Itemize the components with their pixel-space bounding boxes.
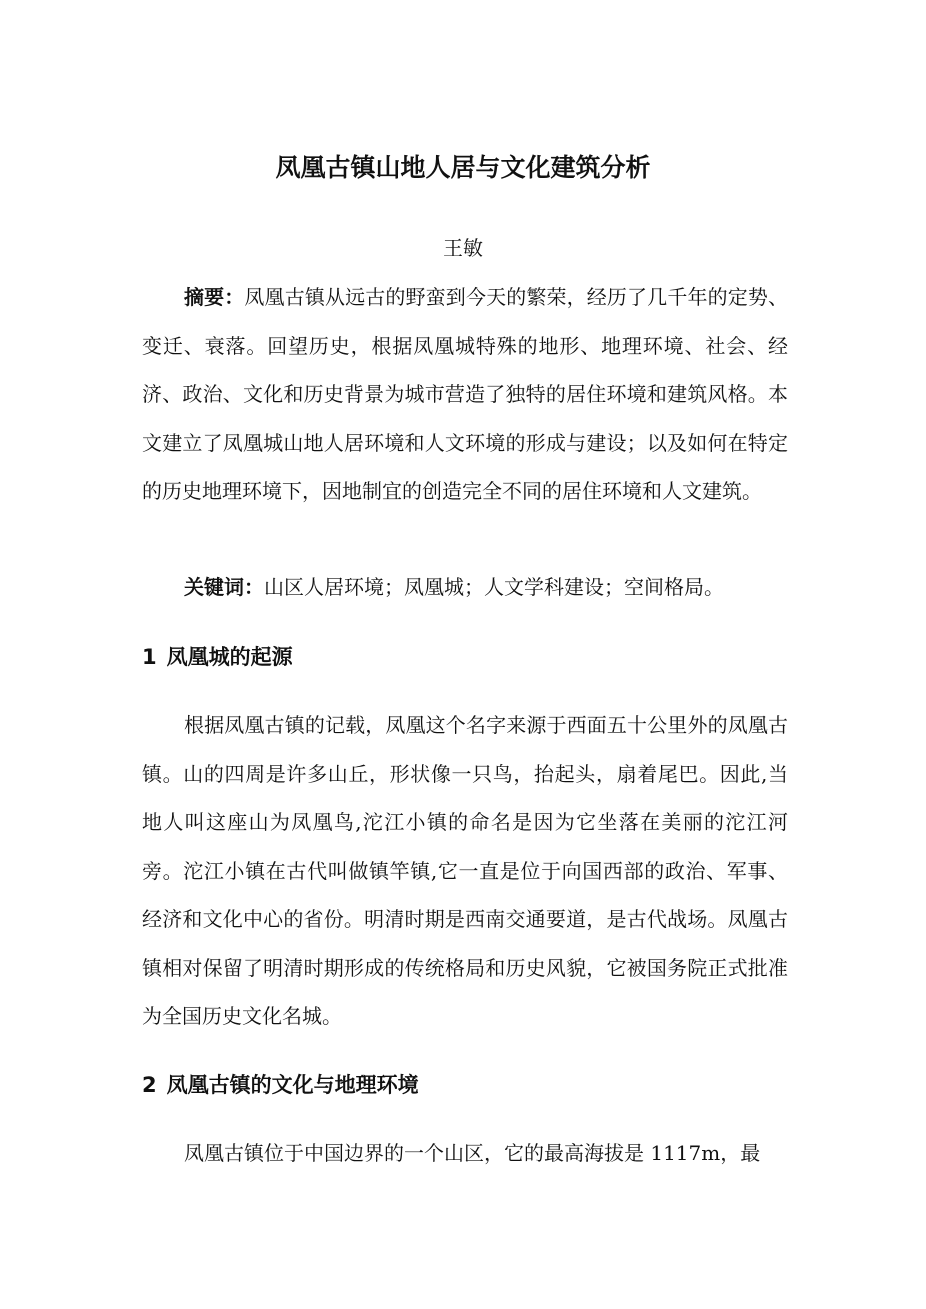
section-heading [142, 639, 788, 675]
section-body: 根据凤凰古镇的记载，凤凰这个名字来源于西面五十公里外的凤凰古镇。山的四周是许多山丘，形状像一只鸟，抬起头，扇着尾巴。因此,当地人叫这座山为凤凰鸟,沱江小镇的命名是因为它坐落在美丽的沱江河旁。沱江小镇在古代叫做镇竿镇,它一直是位于向国西部的政治、军事、经济和文化中心的省份。明清时期是西南交通要道，是古代战场。凤凰古镇相对保留了明清时期形成的传统格局和历史风貌，它被国务院正式批准为全国历史文化名城。 [142, 713, 788, 1028]
abstract-label: 摘要： [184, 285, 245, 309]
keywords-label: 关键词： [184, 575, 264, 599]
section-title: 凤凰古镇的文化与地理环境 [166, 1073, 419, 1097]
section-body: 凤凰古镇位于中国边界的一个山区，它的最高海拔是 1117m，最 [184, 1141, 761, 1165]
abstract-paragraph [142, 273, 788, 516]
keywords-text: 山区人居环境；凤凰城；人文学科建设；空间格局。 [264, 575, 724, 599]
section-number: 1 [142, 645, 157, 669]
author-name: 王敏 [443, 236, 483, 260]
section-heading [142, 1067, 788, 1103]
paper-title: 凤凰古镇山地人居与文化建筑分析 [275, 153, 651, 182]
keywords-paragraph [142, 563, 788, 612]
abstract-text: 凤凰古镇从远古的野蛮到今天的繁荣，经历了几千年的定势、变迁、衰落。回望历史，根据凤凰城特殊的地形、地理环境、社会、经济、政治、文化和历史背景为城市营造了独特的居住环境和建筑风格。本文建立了凤凰城山地人居环境和人文环境的形成与建设；以及如何在特定的历史地理环境下，因地制宜的创造完全不同的居住环境和人文建筑。 [142, 285, 789, 503]
section-number: 2 [142, 1073, 157, 1097]
section-title: 凤凰城的起源 [166, 645, 293, 669]
